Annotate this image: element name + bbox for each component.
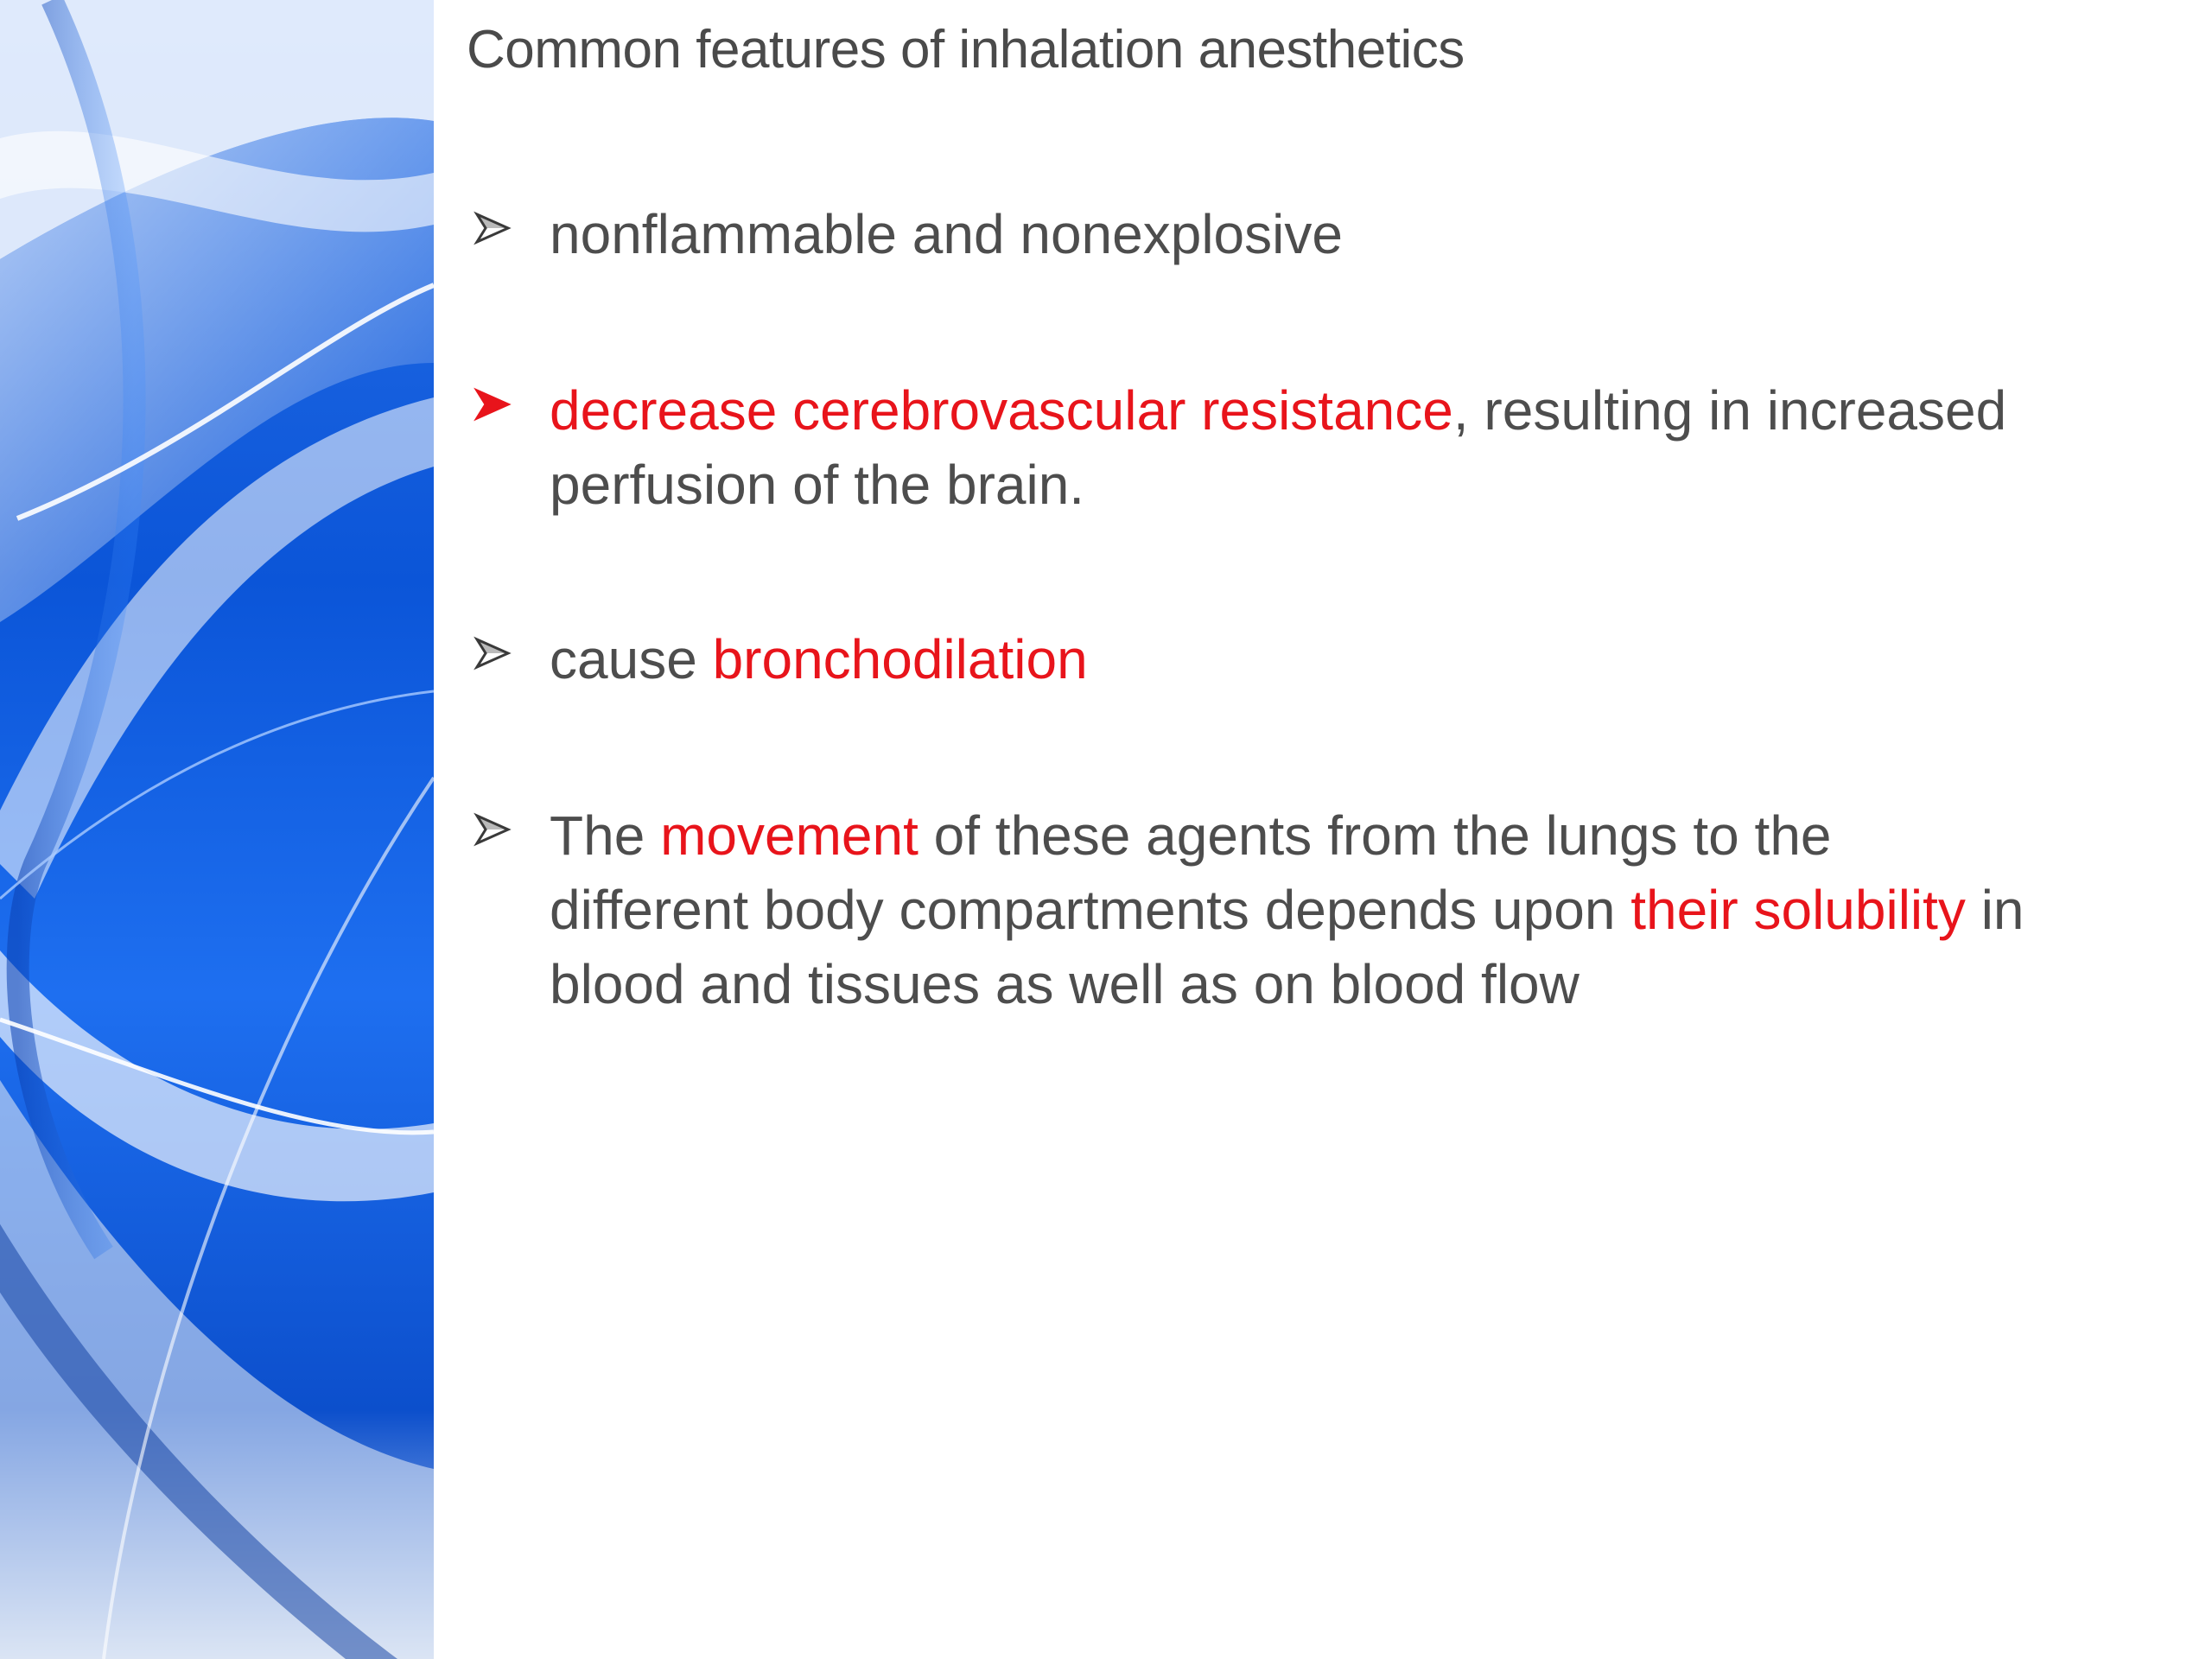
bullet-text-segment: different body compartments depends upon	[550, 879, 1631, 941]
bullet-text	[550, 197, 2209, 271]
arrow-bullet-icon	[474, 810, 512, 849]
bullet-text-segment: cause	[550, 628, 713, 690]
bullet-text-segment: The	[550, 804, 661, 867]
bullet-text	[550, 798, 2209, 1021]
bullet-text-line: blood and tissues as well as on blood flow	[550, 953, 1580, 1015]
highlighted-text: decrease cerebrovascular resistance	[550, 379, 1453, 442]
bullet-text-line: nonflammable and nonexplosive	[550, 203, 1343, 265]
highlighted-text: bronchodilation	[712, 628, 1088, 690]
swirl-graphic	[0, 0, 434, 1659]
bullet-text	[550, 373, 2209, 522]
bullet-text-line: perfusion of the brain.	[550, 454, 1085, 516]
arrow-bullet-icon	[474, 385, 512, 423]
slide-title: Common features of inhalation anesthetics	[467, 20, 1465, 79]
bullet-text-segment: , resulting in increased	[1452, 379, 2007, 442]
decorative-blue-swirl-image	[0, 0, 434, 1659]
arrow-bullet-icon	[474, 634, 512, 672]
highlighted-text: their solubility	[1630, 879, 1966, 941]
bullet-text-segment: in	[1965, 879, 2024, 941]
bullet-text-segment: of these agents from the lungs to the	[918, 804, 1832, 867]
bullet-text	[550, 622, 2209, 696]
highlighted-text: movement	[660, 804, 918, 867]
arrow-bullet-icon	[474, 209, 512, 247]
